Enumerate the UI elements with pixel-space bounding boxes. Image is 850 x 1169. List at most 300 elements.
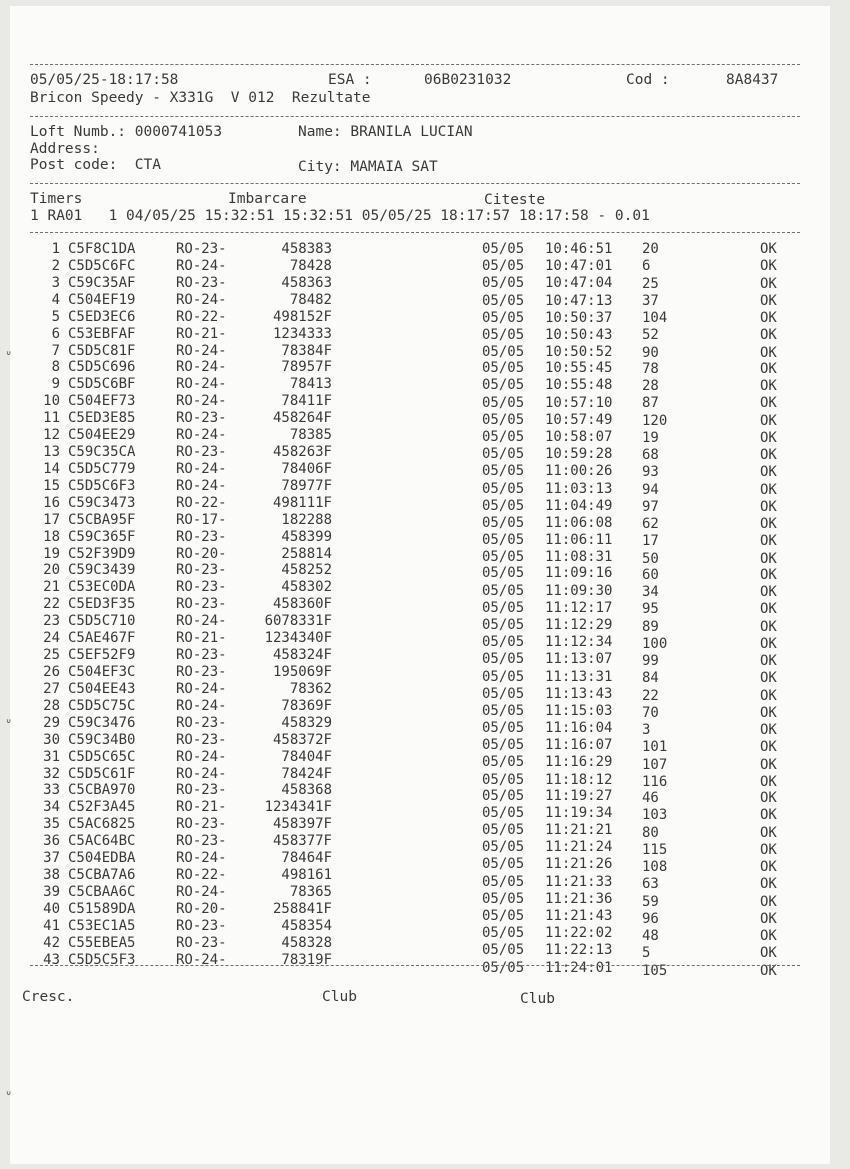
row-number: 27 xyxy=(43,681,60,697)
arrival-date: 05/05 xyxy=(482,787,525,804)
status: OK xyxy=(760,841,777,858)
ring-series: RO-23- xyxy=(176,241,227,257)
ring-series: RO-23- xyxy=(176,816,227,832)
ring-series: RO-23- xyxy=(176,529,227,545)
row-number: 11 xyxy=(43,410,60,426)
ring-series: RO-24- xyxy=(176,749,227,765)
arrival-date: 05/05 xyxy=(482,634,525,651)
table-row xyxy=(0,698,850,721)
ring-series: RO-24- xyxy=(176,952,227,968)
arrival-time: 11:03:13 xyxy=(545,480,613,497)
status: OK xyxy=(760,807,777,824)
ring-id: C5D5C81F xyxy=(68,343,136,359)
row-number: 23 xyxy=(43,613,60,629)
esa-number: ESA : 06B0231032 xyxy=(328,72,512,88)
row-number: 33 xyxy=(43,782,60,798)
ring-series: RO-20- xyxy=(176,901,227,917)
arrival-date: 05/05 xyxy=(482,411,525,428)
row-number: 14 xyxy=(43,461,60,477)
ring-number: 78406F xyxy=(281,461,332,477)
row-number: 41 xyxy=(43,918,60,934)
ring-number: 78319F xyxy=(281,952,332,968)
ring-series: RO-24- xyxy=(176,478,227,494)
arrival-date: 05/05 xyxy=(482,514,525,531)
row-number: 3 xyxy=(51,275,60,291)
ring-number: 78424F xyxy=(281,766,332,782)
position: 34 xyxy=(642,584,659,600)
status: OK xyxy=(760,945,777,962)
status: OK xyxy=(760,859,777,875)
ring-number: 182288 xyxy=(281,512,332,528)
arrival-date: 05/05 xyxy=(482,377,525,394)
position: 116 xyxy=(642,773,668,790)
status: OK xyxy=(760,653,777,669)
arrival-date: 05/05 xyxy=(482,292,525,309)
divider xyxy=(30,64,800,65)
position: 107 xyxy=(642,756,668,773)
ring-id: C5D5C6FC xyxy=(68,258,136,274)
ring-series: RO-22- xyxy=(176,495,227,511)
timers-label: Timers xyxy=(30,191,83,207)
ring-number: 498161 xyxy=(281,867,332,883)
check-mark: ᐡ xyxy=(6,349,12,364)
ring-series: RO-24- xyxy=(176,850,227,866)
ring-number: 458252 xyxy=(281,562,332,578)
position: 59 xyxy=(642,893,659,910)
citeste-label: Citeste xyxy=(484,192,546,208)
row-number: 13 xyxy=(43,444,60,460)
ring-series: RO-24- xyxy=(176,681,227,697)
table-row xyxy=(0,495,850,515)
position: 87 xyxy=(642,395,659,412)
arrival-date: 05/05 xyxy=(482,616,525,633)
ring-series: RO-24- xyxy=(176,427,227,443)
table-row xyxy=(0,512,850,532)
arrival-date: 05/05 xyxy=(482,839,525,856)
ring-number: 498152F xyxy=(272,309,332,325)
ring-id: C5AC6825 xyxy=(68,816,136,832)
arrival-time: 11:06:08 xyxy=(545,514,613,531)
arrival-time: 11:12:29 xyxy=(545,616,613,633)
arrival-date: 05/05 xyxy=(482,720,525,737)
status: OK xyxy=(760,824,777,841)
owner-name: Name: BRANILA LUCIAN xyxy=(298,124,473,140)
ring-series: RO-23- xyxy=(176,275,227,291)
ring-id: C59C3439 xyxy=(68,562,136,578)
position: 25 xyxy=(642,275,659,292)
ring-number: 458383 xyxy=(281,241,332,257)
check-mark: ᐡ xyxy=(6,1089,12,1104)
row-number: 4 xyxy=(51,292,60,308)
ring-number: 78428 xyxy=(289,258,332,274)
position: 28 xyxy=(642,378,659,394)
ring-number: 458263F xyxy=(272,444,332,460)
status: OK xyxy=(760,893,777,910)
position: 3 xyxy=(642,722,651,738)
divider xyxy=(30,116,800,117)
arrival-time: 10:55:48 xyxy=(545,377,613,394)
ring-series: RO-23- xyxy=(176,732,227,748)
table-row xyxy=(0,376,850,393)
position: 5 xyxy=(642,945,651,962)
table-row xyxy=(0,309,850,326)
ring-id: C504EF3C xyxy=(68,664,136,680)
ring-id: C5CBA970 xyxy=(68,782,136,798)
ring-id: C5ED3E85 xyxy=(68,410,136,426)
ring-number: 78411F xyxy=(281,393,332,409)
ring-id: C5D5C6F3 xyxy=(68,478,136,494)
status: OK xyxy=(760,550,777,567)
position: 62 xyxy=(642,516,659,532)
arrival-time: 11:09:16 xyxy=(545,565,613,582)
position: 104 xyxy=(642,310,668,326)
arrival-time: 11:13:31 xyxy=(545,668,613,685)
table-row xyxy=(0,275,850,292)
ring-series: RO-24- xyxy=(176,292,227,308)
ring-id: C5CBAA6C xyxy=(68,884,136,900)
table-row xyxy=(0,579,850,600)
status: OK xyxy=(760,327,777,344)
arrival-time: 11:24:01 xyxy=(545,959,613,976)
ring-id: C5CBA95F xyxy=(68,512,136,528)
ring-number: 78413 xyxy=(289,376,332,392)
arrival-date: 05/05 xyxy=(482,549,525,566)
row-number: 19 xyxy=(43,546,60,562)
arrival-date: 05/05 xyxy=(482,822,525,839)
ring-number: 458377F xyxy=(272,833,332,849)
ring-id: C53EC0DA xyxy=(68,579,136,595)
arrival-time: 11:16:04 xyxy=(545,720,613,737)
divider xyxy=(30,965,800,966)
arrival-date: 05/05 xyxy=(482,804,525,821)
table-row xyxy=(0,410,850,427)
status: OK xyxy=(760,773,777,790)
ring-series: RO-22- xyxy=(176,309,227,325)
arrival-date: 05/05 xyxy=(482,258,525,275)
ring-series: RO-24- xyxy=(176,766,227,782)
table-row xyxy=(0,461,850,481)
table-row xyxy=(0,647,850,669)
status: OK xyxy=(760,910,777,927)
arrival-date: 05/05 xyxy=(482,668,525,685)
ring-number: 458363 xyxy=(281,275,332,291)
arrival-time: 11:18:12 xyxy=(545,771,613,788)
arrival-date: 05/05 xyxy=(482,565,525,582)
arrival-time: 11:09:30 xyxy=(545,582,613,599)
status: OK xyxy=(760,635,777,652)
row-number: 38 xyxy=(43,867,60,883)
arrival-date: 05/05 xyxy=(482,908,525,925)
arrival-date: 05/05 xyxy=(482,959,525,976)
row-number: 9 xyxy=(51,376,60,392)
club-label: Club xyxy=(322,989,357,1005)
device-info: Bricon Speedy - X331G V 012 Rezultate xyxy=(30,90,371,106)
arrival-time: 11:21:43 xyxy=(545,908,613,925)
cod-label: Cod : xyxy=(626,72,670,88)
arrival-time: 10:46:51 xyxy=(545,241,613,257)
status: OK xyxy=(760,928,777,944)
ring-id: C53EC1A5 xyxy=(68,918,136,934)
table-row xyxy=(0,952,850,979)
status: OK xyxy=(760,481,777,498)
position: 115 xyxy=(642,841,668,858)
position: 70 xyxy=(642,704,659,721)
arrival-date: 05/05 xyxy=(482,394,525,411)
ring-number: 458264F xyxy=(272,410,332,426)
ring-id: C504EF73 xyxy=(68,393,136,409)
ring-number: 458354 xyxy=(281,918,332,934)
row-number: 12 xyxy=(43,427,60,443)
ring-number: 458399 xyxy=(281,529,332,545)
status: OK xyxy=(760,292,777,309)
position: 17 xyxy=(642,533,659,550)
ring-id: C5D5C696 xyxy=(68,359,136,375)
row-number: 24 xyxy=(43,630,60,646)
arrival-time: 11:12:17 xyxy=(545,599,613,616)
status: OK xyxy=(760,344,777,361)
arrival-time: 11:00:26 xyxy=(545,463,613,480)
position: 19 xyxy=(642,429,659,446)
arrival-date: 05/05 xyxy=(482,651,525,668)
position: 46 xyxy=(642,790,659,806)
ring-id: C5D5C61F xyxy=(68,766,136,782)
ring-id: C504EE29 xyxy=(68,427,136,443)
ring-series: RO-24- xyxy=(176,613,227,629)
ring-number: 458372F xyxy=(272,732,332,748)
arrival-time: 11:04:49 xyxy=(545,497,613,514)
arrival-time: 10:47:01 xyxy=(545,258,613,275)
ring-series: RO-24- xyxy=(176,258,227,274)
ring-series: RO-23- xyxy=(176,410,227,426)
ring-id: C5ED3EC6 xyxy=(68,309,136,325)
arrival-time: 11:19:34 xyxy=(545,804,613,821)
divider xyxy=(30,232,800,233)
status: OK xyxy=(760,241,777,257)
row-number: 8 xyxy=(51,359,60,375)
ring-id: C52F3A45 xyxy=(68,799,136,815)
ring-id: C5AC64BC xyxy=(68,833,136,849)
position: 89 xyxy=(642,618,659,635)
row-number: 28 xyxy=(43,698,60,714)
cresc-label: Cresc. xyxy=(22,989,75,1005)
row-number: 35 xyxy=(43,816,60,832)
ring-number: 78384F xyxy=(281,343,332,359)
ring-number: 78369F xyxy=(281,698,332,714)
ring-number: 498111F xyxy=(272,495,332,511)
arrival-date: 05/05 xyxy=(482,599,525,616)
position: 120 xyxy=(642,412,668,429)
status: OK xyxy=(760,516,777,532)
ring-number: 78385 xyxy=(289,427,332,443)
arrival-time: 10:58:07 xyxy=(545,428,613,445)
ring-id: C59C3473 xyxy=(68,495,136,511)
row-number: 20 xyxy=(43,562,60,578)
ring-number: 458324F xyxy=(272,647,332,663)
divider xyxy=(30,183,800,184)
position: 90 xyxy=(642,344,659,361)
ring-series: RO-23- xyxy=(176,647,227,663)
ring-number: 1234341F xyxy=(264,799,332,815)
status: OK xyxy=(760,447,777,463)
ring-series: RO-23- xyxy=(176,918,227,934)
arrival-date: 05/05 xyxy=(482,754,525,771)
status: OK xyxy=(760,601,777,618)
status: OK xyxy=(760,962,777,979)
status: OK xyxy=(760,429,777,446)
ring-number: 6078331F xyxy=(264,613,332,629)
ring-id: C5CBA7A6 xyxy=(68,867,136,883)
status: OK xyxy=(760,704,777,721)
arrival-time: 10:50:43 xyxy=(545,326,613,343)
ring-id: C5F8C1DA xyxy=(68,241,136,257)
position: 63 xyxy=(642,876,659,893)
row-number: 37 xyxy=(43,850,60,866)
status: OK xyxy=(760,360,777,377)
ring-id: C59C35AF xyxy=(68,275,136,291)
table-row xyxy=(0,326,850,343)
arrival-time: 10:59:28 xyxy=(545,446,613,463)
arrival-date: 05/05 xyxy=(482,463,525,480)
arrival-time: 11:21:26 xyxy=(545,856,613,873)
arrival-date: 05/05 xyxy=(482,942,525,959)
arrival-date: 05/05 xyxy=(482,446,525,463)
ring-number: 78977F xyxy=(281,478,332,494)
position: 52 xyxy=(642,327,659,344)
arrival-date: 05/05 xyxy=(482,856,525,873)
status: OK xyxy=(760,687,777,704)
table-row xyxy=(0,630,850,652)
ring-series: RO-21- xyxy=(176,326,227,342)
table-row xyxy=(0,732,850,756)
position: 50 xyxy=(642,550,659,567)
ring-id: C504EF19 xyxy=(68,292,136,308)
arrival-time: 11:15:03 xyxy=(545,702,613,719)
status: OK xyxy=(760,618,777,635)
status: OK xyxy=(760,464,777,481)
row-number: 10 xyxy=(43,393,60,409)
row-number: 39 xyxy=(43,884,60,900)
arrival-time: 11:12:34 xyxy=(545,634,613,651)
table-row xyxy=(0,529,850,550)
ring-id: C55EBEA5 xyxy=(68,935,136,951)
status: OK xyxy=(760,790,777,806)
post-code: Post code: CTA xyxy=(30,157,161,173)
position: 100 xyxy=(642,635,668,652)
ring-id: C504EE43 xyxy=(68,681,136,697)
ring-number: 458397F xyxy=(272,816,332,832)
ring-series: RO-21- xyxy=(176,799,227,815)
check-mark: ᐡ xyxy=(6,717,12,732)
ring-series: RO-24- xyxy=(176,461,227,477)
arrival-date: 05/05 xyxy=(482,241,525,257)
row-number: 26 xyxy=(43,664,60,680)
table-row xyxy=(0,562,850,583)
position: 108 xyxy=(642,859,668,875)
ring-number: 78362 xyxy=(289,681,332,697)
ring-number: 1234340F xyxy=(264,630,332,646)
cod-value: 8A8437 xyxy=(726,72,779,88)
ring-number: 458302 xyxy=(281,579,332,595)
ring-series: RO-23- xyxy=(176,579,227,595)
ring-series: RO-22- xyxy=(176,867,227,883)
ring-series: RO-24- xyxy=(176,376,227,392)
ring-series: RO-24- xyxy=(176,343,227,359)
status: OK xyxy=(760,566,777,583)
arrival-date: 05/05 xyxy=(482,532,525,549)
arrival-time: 11:21:33 xyxy=(545,873,613,890)
arrival-time: 10:57:10 xyxy=(545,394,613,411)
row-number: 2 xyxy=(51,258,60,274)
ring-number: 78464F xyxy=(281,850,332,866)
row-number: 16 xyxy=(43,495,60,511)
arrival-time: 11:21:21 xyxy=(545,822,613,839)
table-row xyxy=(0,427,850,444)
ring-id: C5D5C65C xyxy=(68,749,136,765)
status: OK xyxy=(760,310,777,326)
timer-line: 1 RA01 1 04/05/25 15:32:51 15:32:51 05/05/25 18:17:57 18:17:58 - 0.01 xyxy=(30,208,650,224)
ring-number: 78482 xyxy=(289,292,332,308)
position: 99 xyxy=(642,653,659,669)
ring-series: RO-17- xyxy=(176,512,227,528)
ring-number: 458368 xyxy=(281,782,332,798)
row-number: 21 xyxy=(43,579,60,595)
city: City: MAMAIA SAT xyxy=(298,159,438,175)
ring-series: RO-23- xyxy=(176,596,227,612)
ring-id: C504EDBA xyxy=(68,850,136,866)
row-number: 29 xyxy=(43,715,60,731)
position: 48 xyxy=(642,928,659,944)
arrival-date: 05/05 xyxy=(482,480,525,497)
arrival-time: 11:21:36 xyxy=(545,890,613,907)
arrival-date: 05/05 xyxy=(482,326,525,343)
arrival-time: 10:47:04 xyxy=(545,275,613,292)
arrival-date: 05/05 xyxy=(482,497,525,514)
ring-id: C5D5C5F3 xyxy=(68,952,136,968)
table-row xyxy=(0,343,850,360)
ring-id: C5AE467F xyxy=(68,630,136,646)
row-number: 30 xyxy=(43,732,60,748)
table-row xyxy=(0,292,850,309)
ring-id: C5EF52F9 xyxy=(68,647,136,663)
ring-id: C5D5C710 xyxy=(68,613,136,629)
row-number: 15 xyxy=(43,478,60,494)
table-row xyxy=(0,241,850,258)
position: 103 xyxy=(642,807,668,824)
position: 78 xyxy=(642,360,659,377)
ring-series: RO-20- xyxy=(176,546,227,562)
arrival-time: 11:22:02 xyxy=(545,925,613,942)
status: OK xyxy=(760,533,777,550)
ring-number: 458360F xyxy=(272,596,332,612)
table-row xyxy=(0,444,850,461)
arrival-date: 05/05 xyxy=(482,873,525,890)
ring-id: C5D5C6BF xyxy=(68,376,136,392)
position: 84 xyxy=(642,670,659,687)
position: 96 xyxy=(642,910,659,927)
arrival-date: 05/05 xyxy=(482,582,525,599)
status: OK xyxy=(760,498,777,515)
row-number: 5 xyxy=(51,309,60,325)
ring-series: RO-23- xyxy=(176,664,227,680)
arrival-time: 10:47:13 xyxy=(545,292,613,309)
address-label: Address: xyxy=(30,141,100,157)
ring-series: RO-23- xyxy=(176,782,227,798)
ring-id: C51589DA xyxy=(68,901,136,917)
table-row xyxy=(0,749,850,773)
arrival-time: 11:13:43 xyxy=(545,685,613,702)
row-number: 17 xyxy=(43,512,60,528)
arrival-date: 05/05 xyxy=(482,685,525,702)
